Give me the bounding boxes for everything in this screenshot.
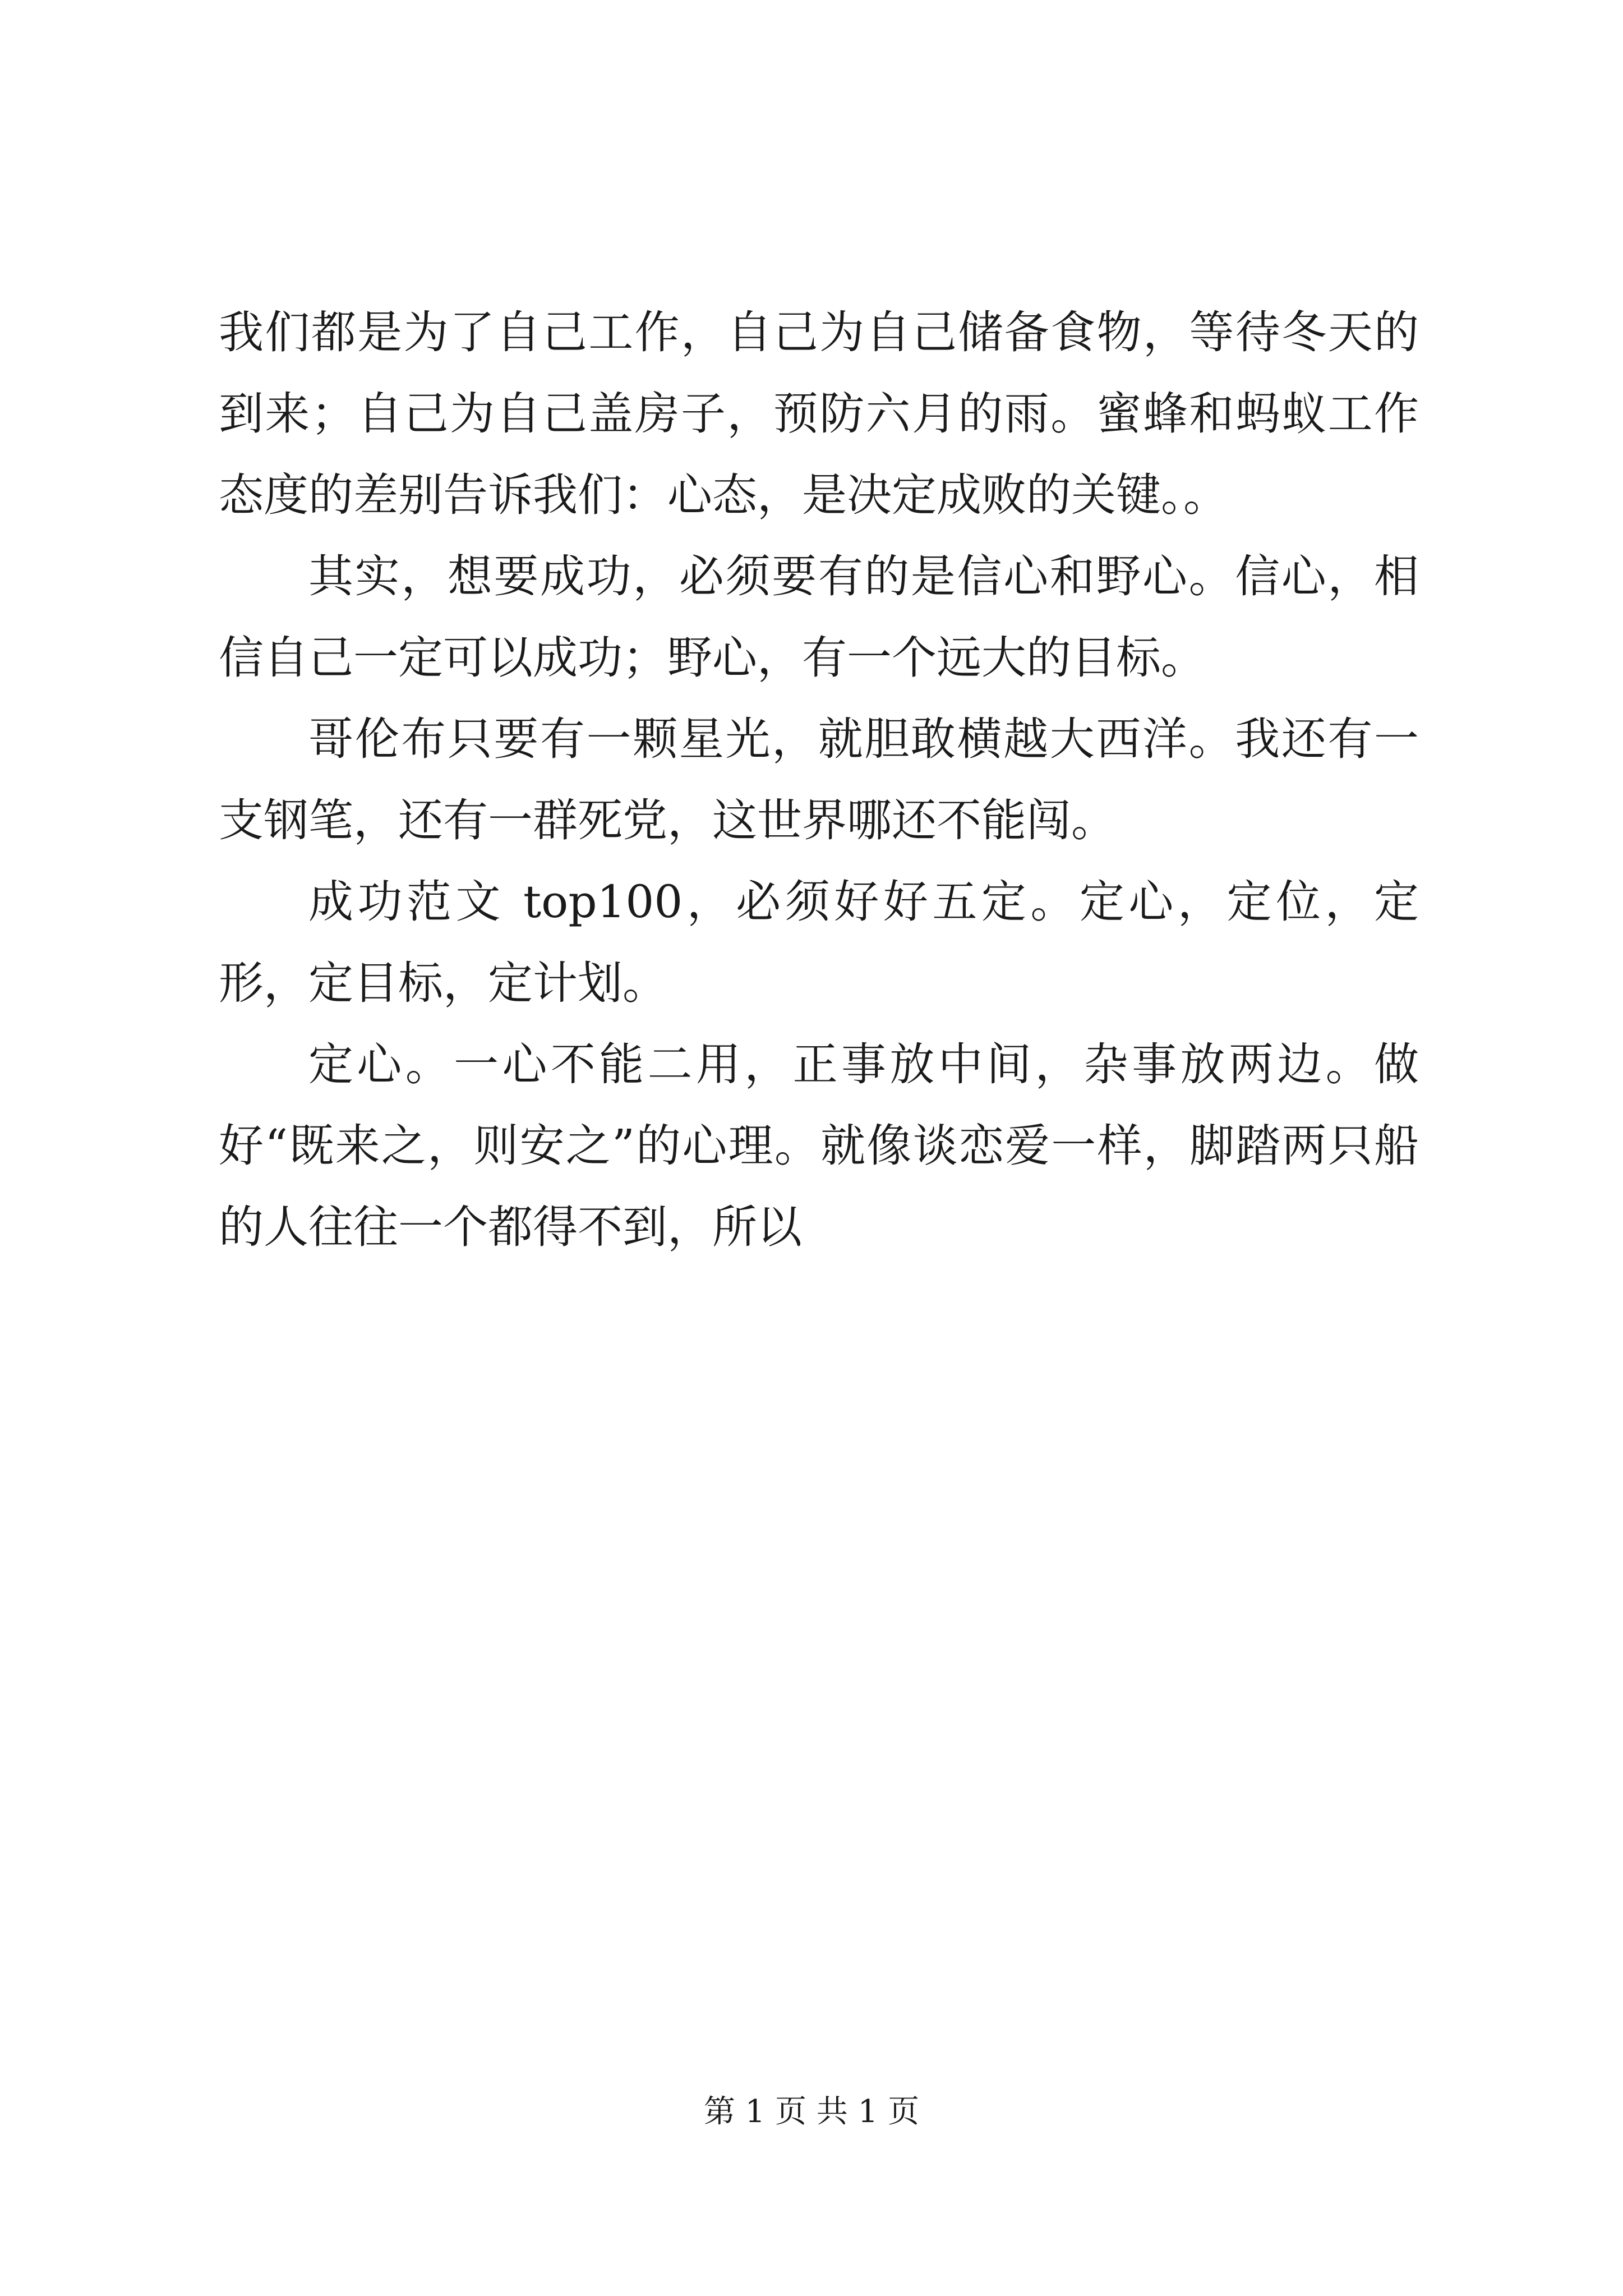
paragraph-5: 定心。一心不能二用，正事放中间，杂事放两边。做好“既来之，则安之”的心理。就像谈恋爱一样，脚踏两只船的人往往一个都得不到，所以 xyxy=(219,1038,1419,1253)
document-body xyxy=(219,292,1419,1268)
paragraph-3: 哥伦布只要有一颗星光，就胆敢横越大西洋。我还有一支钢笔，还有一群死党，这世界哪还不能闯。 xyxy=(219,713,1419,846)
paragraph-2: 其实，想要成功，必须要有的是信心和野心。信心，相信自己一定可以成功；野心，有一个远大的目标。 xyxy=(219,550,1419,684)
paragraph-4: 成功范文 top100，必须好好五定。定心，定位，定形，定目标，定计划。 xyxy=(219,876,1419,1009)
page-footer: 第 1 页 共 1 页 xyxy=(703,2093,920,2130)
paragraph-1: 我们都是为了自己工作，自己为自己储备食物，等待冬天的到来；自己为自己盖房子，预防六月的雨。蜜蜂和蚂蚁工作态度的差别告诉我们：心态，是决定成败的关键。。 xyxy=(219,306,1419,521)
